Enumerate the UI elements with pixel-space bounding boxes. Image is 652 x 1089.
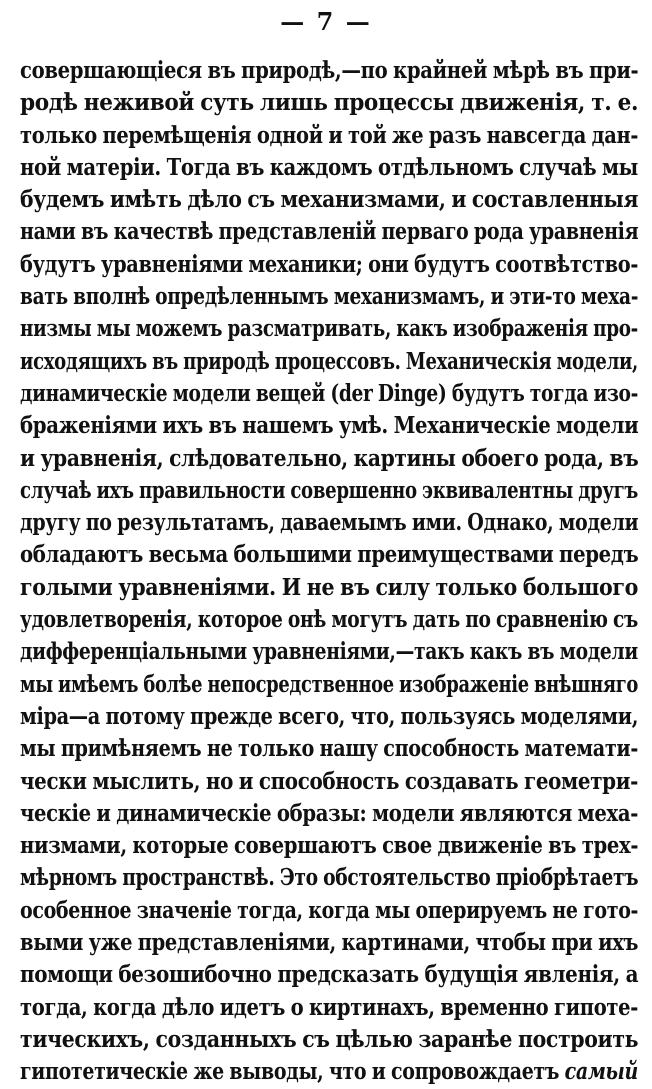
emphasized-word: самый [564, 1058, 638, 1086]
text-line: обладаютъ весьма большими преимуществами передъ [20, 541, 639, 569]
text-line: браженіями ихъ въ нашемъ умѣ. Механическіе модели [20, 412, 639, 440]
text-line: низмы мы можемъ разсматривать, какъ изображенія про- [20, 315, 638, 343]
text-line: тическихъ, созданныхъ съ цѣлью заранѣе построить [20, 1025, 639, 1053]
text-line: исходящихъ въ природѣ процессовъ. Механическія модели, [20, 347, 639, 375]
text-line-last-main: гипотетическіе же выводы, что и сопровождаетъ [20, 1058, 560, 1086]
text-line: выми уже представленіями, картинами, чтобы при ихъ [20, 929, 639, 957]
page-number: — 7 — [280, 7, 372, 36]
text-line: будемъ имѣть дѣло съ механизмами, и составленныя [20, 186, 639, 214]
text-line: случаѣ ихъ правильности совершенно эквивалентны другъ [20, 476, 639, 504]
text-line: мѣрномъ пространствѣ. Это обстоятельство пріобрѣтаетъ [20, 864, 639, 892]
text-line: нами въ качествѣ представленій перваго рода уравненія [20, 218, 639, 246]
body-text [20, 55, 638, 1089]
text-line: помощи безошибочно предсказать будущія явленія, а [20, 961, 639, 989]
text-line: только перемѣщенія одной и той же разъ навсегда дан- [20, 121, 639, 149]
text-line: совершающіеся въ природѣ,—по крайней мѣрѣ въ при- [20, 57, 639, 84]
text-line: тогда, когда дѣло идетъ о киртинахъ, временно гипоте- [20, 993, 638, 1021]
text-line: голыми уравненіями. И не въ силу только большого [20, 573, 639, 601]
text-line: родѣ неживой суть лишь процессы движенія, т. е. [20, 89, 639, 117]
text-line: удовлетворенія, которое онѣ могутъ дать по сравненію съ [20, 606, 638, 634]
text-line: другу по результатамъ, даваемымъ ими. Однако, модели [20, 509, 639, 537]
text-line: низмами, которые совершаютъ свое движеніе въ трех- [20, 832, 639, 860]
text-line: міра—а потому прежде всего, что, пользуясь моделями, [20, 702, 639, 730]
text-line: мы примѣняемъ не только нашу способность математи- [20, 735, 638, 763]
text-line: динамическіе модели вещей (der Dinge) будутъ тогда изо- [20, 379, 639, 407]
text-line: ческіе и динамическіе образы: модели являются меха- [20, 799, 639, 827]
text-line: будутъ уравненіями механики; они будутъ соотвѣтство- [20, 250, 639, 278]
text-line: чески мыслить, но и способность создавать геометри- [20, 767, 638, 795]
text-line: и уравненія, слѣдовательно, картины обоего рода, въ [20, 444, 639, 472]
text-line-last [20, 1056, 638, 1088]
text-line: ной матеріи. Тогда въ каждомъ отдѣльномъ случаѣ мы [20, 153, 639, 181]
text-line: дифференціальными уравненіями,—такъ какъ въ модели [20, 638, 638, 666]
text-line: мы имѣемъ болѣе непосредственное изображеніе внѣшняго [20, 670, 639, 698]
text-line: вать вполнѣ опредѣленнымъ механизмамъ, и эти-то меха- [20, 283, 639, 311]
text-line: особенное значеніе тогда, когда мы оперируемъ не гото- [20, 896, 639, 924]
